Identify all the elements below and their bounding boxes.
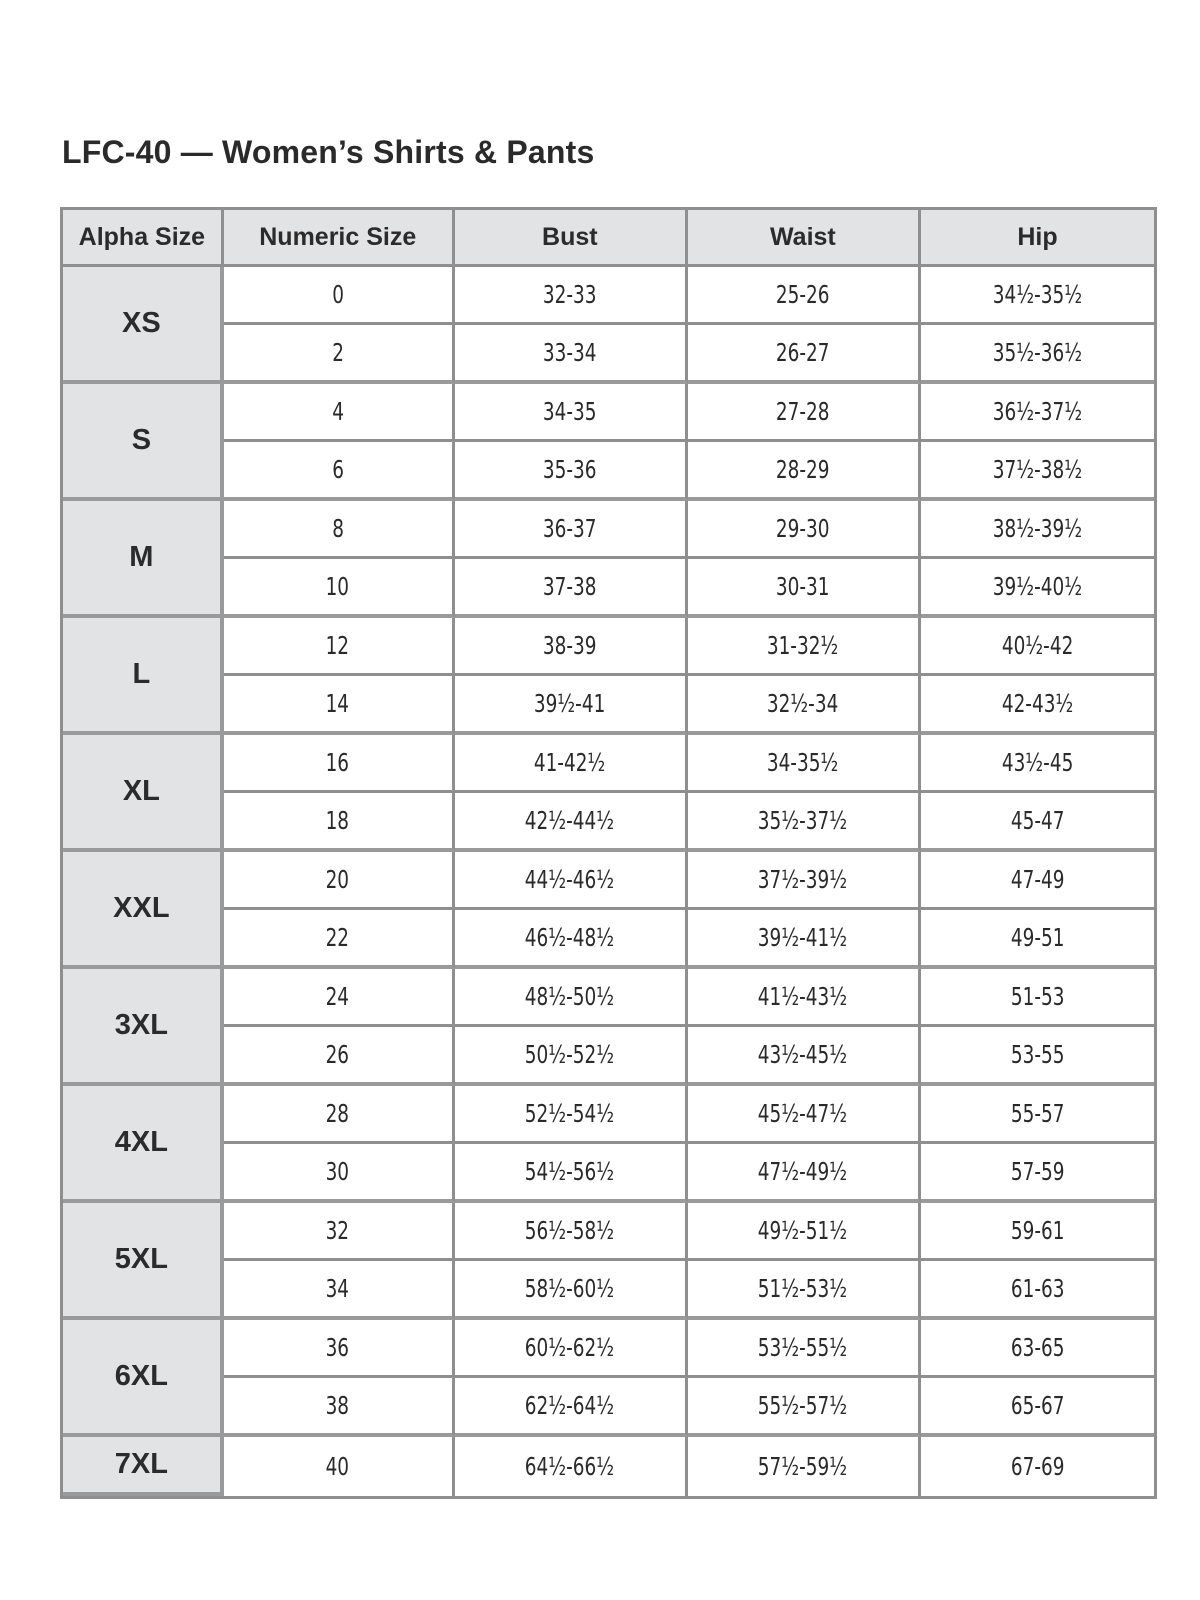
table-header-row (63, 210, 1154, 267)
hip-cell (921, 1086, 1154, 1144)
table-row (63, 325, 1154, 384)
waist-value: 53½-55½ (758, 1333, 848, 1362)
table-row (63, 618, 1154, 676)
waist-value: 25-26 (776, 280, 830, 309)
table-row (63, 1320, 1154, 1378)
bust-cell (455, 1203, 688, 1261)
alpha-size-cell: 4XL (63, 1086, 224, 1203)
hip-cell (921, 1027, 1154, 1086)
hip-cell (921, 735, 1154, 793)
waist-cell (688, 1203, 921, 1261)
waist-cell (688, 793, 921, 852)
hip-value: 36½-37½ (992, 397, 1083, 426)
numeric-cell (224, 559, 455, 618)
hip-value: 34½-35½ (992, 280, 1083, 309)
waist-cell (688, 969, 921, 1027)
bust-value: 56½-58½ (525, 1216, 615, 1245)
table-row (63, 1261, 1154, 1320)
waist-cell (688, 852, 921, 910)
alpha-size-cell: L (63, 618, 224, 735)
numeric-cell (224, 1203, 455, 1261)
bust-value: 33-34 (543, 338, 597, 367)
table-row (63, 442, 1154, 501)
bust-value: 35-36 (543, 455, 597, 484)
header-alpha-size: Alpha Size (63, 210, 224, 267)
bust-value: 60½-62½ (525, 1333, 615, 1362)
table-row (63, 1086, 1154, 1144)
waist-value: 34-35½ (767, 748, 839, 777)
waist-cell (688, 1086, 921, 1144)
bust-value: 52½-54½ (525, 1099, 615, 1128)
header-bust: Bust (455, 210, 688, 267)
hip-value: 40½-42 (1001, 631, 1074, 660)
waist-value: 37½-39½ (758, 865, 848, 894)
numeric-value: 6 (331, 455, 344, 484)
waist-value: 51½-53½ (758, 1274, 848, 1303)
waist-value: 41½-43½ (758, 982, 848, 1011)
bust-cell (455, 501, 688, 559)
numeric-value: 32 (326, 1216, 350, 1245)
bust-cell (455, 1086, 688, 1144)
hip-cell (921, 1261, 1154, 1320)
waist-cell (688, 1378, 921, 1437)
hip-value: 45-47 (1010, 806, 1065, 835)
hip-cell (921, 267, 1154, 325)
waist-cell (688, 1027, 921, 1086)
bust-value: 42½-44½ (525, 806, 615, 835)
alpha-size-cell: 7XL (63, 1437, 224, 1496)
numeric-cell (224, 793, 455, 852)
hip-value: 42-43½ (1001, 689, 1074, 718)
hip-value: 38½-39½ (992, 514, 1083, 543)
bust-cell (455, 1144, 688, 1203)
bust-cell (455, 618, 688, 676)
hip-value: 49-51 (1010, 923, 1065, 952)
table-row (63, 969, 1154, 1027)
table-row (63, 1027, 1154, 1086)
alpha-size-cell: 6XL (63, 1320, 224, 1437)
numeric-value: 40 (326, 1452, 350, 1481)
alpha-size-cell: XXL (63, 852, 224, 969)
bust-value: 41-42½ (534, 748, 606, 777)
bust-cell (455, 384, 688, 442)
numeric-value: 10 (326, 572, 350, 601)
hip-value: 59-61 (1010, 1216, 1065, 1245)
alpha-size-cell: M (63, 501, 224, 618)
waist-value: 39½-41½ (758, 923, 848, 952)
bust-value: 48½-50½ (525, 982, 615, 1011)
bust-value: 32-33 (543, 280, 597, 309)
hip-value: 57-59 (1010, 1157, 1065, 1186)
numeric-cell (224, 1261, 455, 1320)
numeric-value: 14 (326, 689, 350, 718)
numeric-value: 2 (331, 338, 344, 367)
table-row (63, 910, 1154, 969)
numeric-cell (224, 735, 455, 793)
numeric-value: 26 (326, 1040, 350, 1069)
bust-cell (455, 1027, 688, 1086)
numeric-cell (224, 1027, 455, 1086)
numeric-cell (224, 267, 455, 325)
waist-value: 45½-47½ (758, 1099, 848, 1128)
bust-value: 64½-66½ (525, 1452, 615, 1481)
waist-value: 29-30 (776, 514, 830, 543)
numeric-cell (224, 442, 455, 501)
table-row (63, 676, 1154, 735)
hip-value: 65-67 (1010, 1391, 1065, 1420)
hip-value: 47-49 (1010, 865, 1065, 894)
numeric-value: 0 (331, 280, 344, 309)
waist-cell (688, 910, 921, 969)
numeric-value: 12 (326, 631, 350, 660)
waist-value: 55½-57½ (758, 1391, 848, 1420)
numeric-cell (224, 969, 455, 1027)
waist-value: 49½-51½ (758, 1216, 848, 1245)
waist-value: 32½-34 (767, 689, 839, 718)
bust-value: 50½-52½ (525, 1040, 615, 1069)
numeric-cell (224, 1378, 455, 1437)
numeric-value: 22 (326, 923, 350, 952)
hip-cell (921, 325, 1154, 384)
bust-cell (455, 267, 688, 325)
alpha-size-cell: 5XL (63, 1203, 224, 1320)
waist-cell (688, 442, 921, 501)
hip-cell (921, 618, 1154, 676)
numeric-value: 16 (326, 748, 350, 777)
bust-value: 58½-60½ (525, 1274, 615, 1303)
table-row (63, 852, 1154, 910)
bust-cell (455, 793, 688, 852)
bust-cell (455, 442, 688, 501)
hip-cell (921, 1320, 1154, 1378)
hip-cell (921, 384, 1154, 442)
bust-cell (455, 1261, 688, 1320)
bust-value: 44½-46½ (525, 865, 615, 894)
hip-value: 51-53 (1010, 982, 1065, 1011)
numeric-value: 34 (326, 1274, 350, 1303)
table-row (63, 267, 1154, 325)
numeric-cell (224, 384, 455, 442)
numeric-cell (224, 1086, 455, 1144)
numeric-value: 38 (326, 1391, 350, 1420)
header-hip: Hip (921, 210, 1154, 267)
table-row (63, 1144, 1154, 1203)
bust-value: 39½-41 (534, 689, 606, 718)
numeric-value: 4 (331, 397, 344, 426)
table-row (63, 1437, 1154, 1496)
numeric-cell (224, 618, 455, 676)
bust-cell (455, 1437, 688, 1496)
numeric-cell (224, 1144, 455, 1203)
waist-cell (688, 618, 921, 676)
numeric-cell (224, 910, 455, 969)
hip-cell (921, 852, 1154, 910)
hip-cell (921, 442, 1154, 501)
hip-cell (921, 559, 1154, 618)
table-row (63, 1378, 1154, 1437)
bust-value: 34-35 (543, 397, 597, 426)
page-title: LFC-40 — Women’s Shirts & Pants (62, 134, 595, 170)
numeric-cell (224, 852, 455, 910)
bust-cell (455, 910, 688, 969)
numeric-value: 30 (326, 1157, 350, 1186)
bust-value: 46½-48½ (525, 923, 615, 952)
alpha-size-cell: XL (63, 735, 224, 852)
bust-cell (455, 852, 688, 910)
hip-value: 43½-45 (1001, 748, 1074, 777)
waist-cell (688, 1320, 921, 1378)
waist-cell (688, 384, 921, 442)
bust-value: 54½-56½ (525, 1157, 615, 1186)
bust-cell (455, 676, 688, 735)
waist-value: 57½-59½ (758, 1452, 848, 1481)
numeric-value: 20 (326, 865, 350, 894)
bust-cell (455, 735, 688, 793)
header-numeric-size: Numeric Size (224, 210, 455, 267)
alpha-size-cell: S (63, 384, 224, 501)
waist-value: 27-28 (776, 397, 830, 426)
alpha-size-cell: XS (63, 267, 224, 384)
table-row (63, 501, 1154, 559)
alpha-size-cell: 3XL (63, 969, 224, 1086)
numeric-value: 8 (331, 514, 344, 543)
hip-cell (921, 1378, 1154, 1437)
hip-value: 37½-38½ (992, 455, 1083, 484)
hip-cell (921, 1203, 1154, 1261)
waist-cell (688, 501, 921, 559)
waist-value: 47½-49½ (758, 1157, 848, 1186)
waist-value: 30-31 (776, 572, 830, 601)
numeric-cell (224, 501, 455, 559)
waist-value: 35½-37½ (758, 806, 848, 835)
hip-value: 61-63 (1010, 1274, 1065, 1303)
bust-value: 36-37 (543, 514, 597, 543)
hip-cell (921, 793, 1154, 852)
hip-cell (921, 969, 1154, 1027)
numeric-cell (224, 1437, 455, 1496)
waist-cell (688, 325, 921, 384)
waist-value: 31-32½ (767, 631, 839, 660)
hip-cell (921, 910, 1154, 969)
waist-cell (688, 1144, 921, 1203)
hip-cell (921, 501, 1154, 559)
numeric-value: 18 (326, 806, 350, 835)
hip-cell (921, 1144, 1154, 1203)
waist-cell (688, 1261, 921, 1320)
hip-value: 39½-40½ (992, 572, 1083, 601)
waist-cell (688, 1437, 921, 1496)
table-body (63, 267, 1154, 1496)
size-chart-table (60, 207, 1157, 1499)
hip-value: 67-69 (1010, 1452, 1065, 1481)
waist-cell (688, 267, 921, 325)
hip-value: 35½-36½ (992, 338, 1083, 367)
waist-value: 28-29 (776, 455, 830, 484)
table-row (63, 384, 1154, 442)
numeric-value: 24 (326, 982, 350, 1011)
table-row (63, 793, 1154, 852)
bust-cell (455, 325, 688, 384)
table-row (63, 1203, 1154, 1261)
hip-cell (921, 676, 1154, 735)
table-row (63, 735, 1154, 793)
numeric-value: 28 (326, 1099, 350, 1128)
waist-value: 43½-45½ (758, 1040, 848, 1069)
bust-cell (455, 1320, 688, 1378)
bust-cell (455, 1378, 688, 1437)
hip-value: 55-57 (1010, 1099, 1065, 1128)
waist-cell (688, 676, 921, 735)
numeric-cell (224, 676, 455, 735)
waist-cell (688, 559, 921, 618)
waist-cell (688, 735, 921, 793)
header-waist: Waist (688, 210, 921, 267)
bust-cell (455, 969, 688, 1027)
numeric-cell (224, 325, 455, 384)
hip-cell (921, 1437, 1154, 1496)
table-row (63, 559, 1154, 618)
bust-value: 37-38 (543, 572, 597, 601)
bust-cell (455, 559, 688, 618)
bust-value: 62½-64½ (525, 1391, 615, 1420)
hip-value: 63-65 (1010, 1333, 1065, 1362)
numeric-value: 36 (326, 1333, 350, 1362)
bust-value: 38-39 (543, 631, 597, 660)
numeric-cell (224, 1320, 455, 1378)
waist-value: 26-27 (776, 338, 830, 367)
hip-value: 53-55 (1010, 1040, 1065, 1069)
